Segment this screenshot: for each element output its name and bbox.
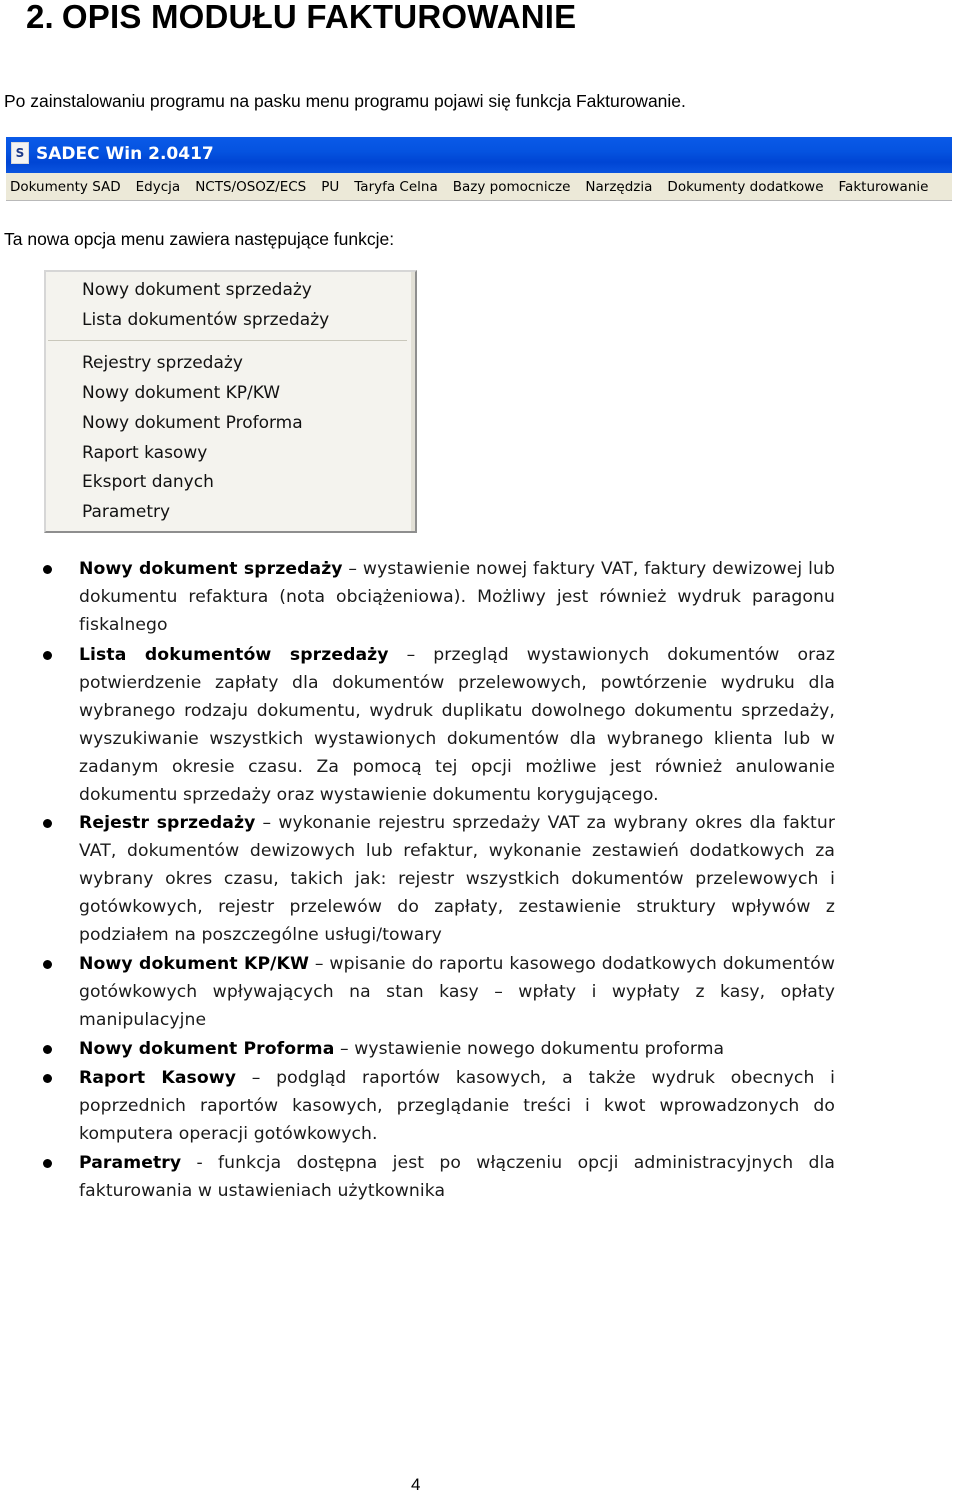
menu-item-nowy-dokument-sprzedazy[interactable]: Nowy dokument sprzedaży [82,280,312,300]
list-item-term: Parametry [79,1153,182,1173]
section-number: 2. [26,0,54,35]
list-item-desc: – wystawienie nowego dokumentu proforma [334,1039,725,1059]
menu-narzedzia[interactable]: Narzędzia [585,178,653,195]
bullet-icon [43,565,52,574]
list-item-desc: – wystawienie nowej faktury VAT, faktury dewizowej lub dokumentu refaktura (nota obciążeniowa). Możliwy jest również wydruk paragonu fiskalnego [79,559,835,635]
bullet-icon [43,1074,52,1083]
menu-item-nowy-dokument-proforma[interactable]: Nowy dokument Proforma [82,413,303,433]
list-item-term: Lista dokumentów sprzedaży [79,645,389,665]
menu-item-parametry[interactable]: Parametry [82,502,171,522]
functions-paragraph: Ta nowa opcja menu zawiera następujące funkcje: [4,229,395,249]
menu-item-raport-kasowy[interactable]: Raport kasowy [82,443,208,463]
list-item-term: Nowy dokument KP/KW [79,954,310,974]
window-title: SADEC Win 2.0417 [36,144,214,164]
menu-separator [48,340,407,341]
menubar [6,173,952,200]
list-item-desc: - funkcja dostępna jest po włączeniu opcji administracyjnych dla fakturowania w ustawieniach użytkownika [79,1153,835,1201]
menu-fakturowanie[interactable]: Fakturowanie [838,178,929,195]
bullet-icon [43,819,52,828]
menu-edycja[interactable]: Edycja [135,178,181,195]
menu-dokumenty-dodatkowe[interactable]: Dokumenty dodatkowe [667,178,824,195]
intro-paragraph: Po zainstalowaniu programu na pasku menu programu pojawi się funkcja Fakturowanie. [4,91,686,111]
bullet-icon [43,1159,52,1168]
section-title: OPIS MODUŁU FAKTUROWANIE [61,0,577,35]
menu-ncts[interactable]: NCTS/OSOZ/ECS [195,178,307,195]
bullet-icon [43,960,52,969]
menu-pu[interactable]: PU [321,178,340,195]
page-number: 4 [411,1475,421,1494]
menu-item-lista-dokumentow-sprzedazy[interactable]: Lista dokumentów sprzedaży [82,310,330,330]
list-item-desc: – wykonanie rejestru sprzedaży VAT za wybrany okres dla faktur VAT, dokumentów dewizowych lub refaktur, wykonanie zestawień dodatkowych za wybrany okres czasu, takich jak: rejestr wszystkich dokumentów przelewowych i gotówkowych, rejestr przelewów do zapłaty, zestawienie struktury wpływów z podziałem na poszczególne usługi/towary [79,813,835,945]
list-item-desc: – podgląd raportów kasowych, a także wydruk obecnych i poprzednich raportów kasowych, przeglądanie treści i kwot wprowadzonych do komputera operacji gotówkowych. [79,1068,835,1144]
section-heading [26,0,576,36]
list-item-term: Raport Kasowy [79,1068,237,1088]
fakturowanie-dropdown-menu [44,270,417,533]
bullet-icon [43,651,52,660]
list-item-desc: – przegląd wystawionych dokumentów oraz potwierdzenie zapłaty dla dokumentów przelewowych, powtórzenie wydruku dla wybranego rodzaju dokumentu, wydruk duplikatu dowolnego dokumentu sprzedaży, wyszukiwanie wszystkich wystawionych dokumentów dla wybranego klienta lub w zadanym okresie czasu. Za pomocą tej opcji możliwe jest również anulowanie dokumentu sprzedaży oraz wystawienie dokumentu korygującego. [79,645,835,805]
menu-item-rejestry-sprzedazy[interactable]: Rejestry sprzedaży [82,353,243,373]
menu-bazy-pomocnicze[interactable]: Bazy pomocnicze [452,178,571,195]
menu-item-nowy-dokument-kpkw[interactable]: Nowy dokument KP/KW [82,383,281,403]
menu-dokumenty-sad[interactable]: Dokumenty SAD [10,178,121,195]
list-item-term: Nowy dokument Proforma [79,1039,335,1059]
window-titlebar [6,137,952,173]
list-item-desc: – wpisanie do raportu kasowego dodatkowych dokumentów gotówkowych wpływających na stan kasy – wpłaty i wypłaty z kasy, opłaty manipulacyjne [79,954,835,1030]
app-window-screenshot [6,137,952,201]
list-item-term: Rejestr sprzedaży [79,813,256,833]
app-icon: S [11,142,29,164]
bullet-icon [43,1045,52,1054]
menu-item-eksport-danych[interactable]: Eksport danych [82,472,214,492]
menu-taryfa-celna[interactable]: Taryfa Celna [354,178,438,195]
list-item-term: Nowy dokument sprzedaży [79,559,343,579]
